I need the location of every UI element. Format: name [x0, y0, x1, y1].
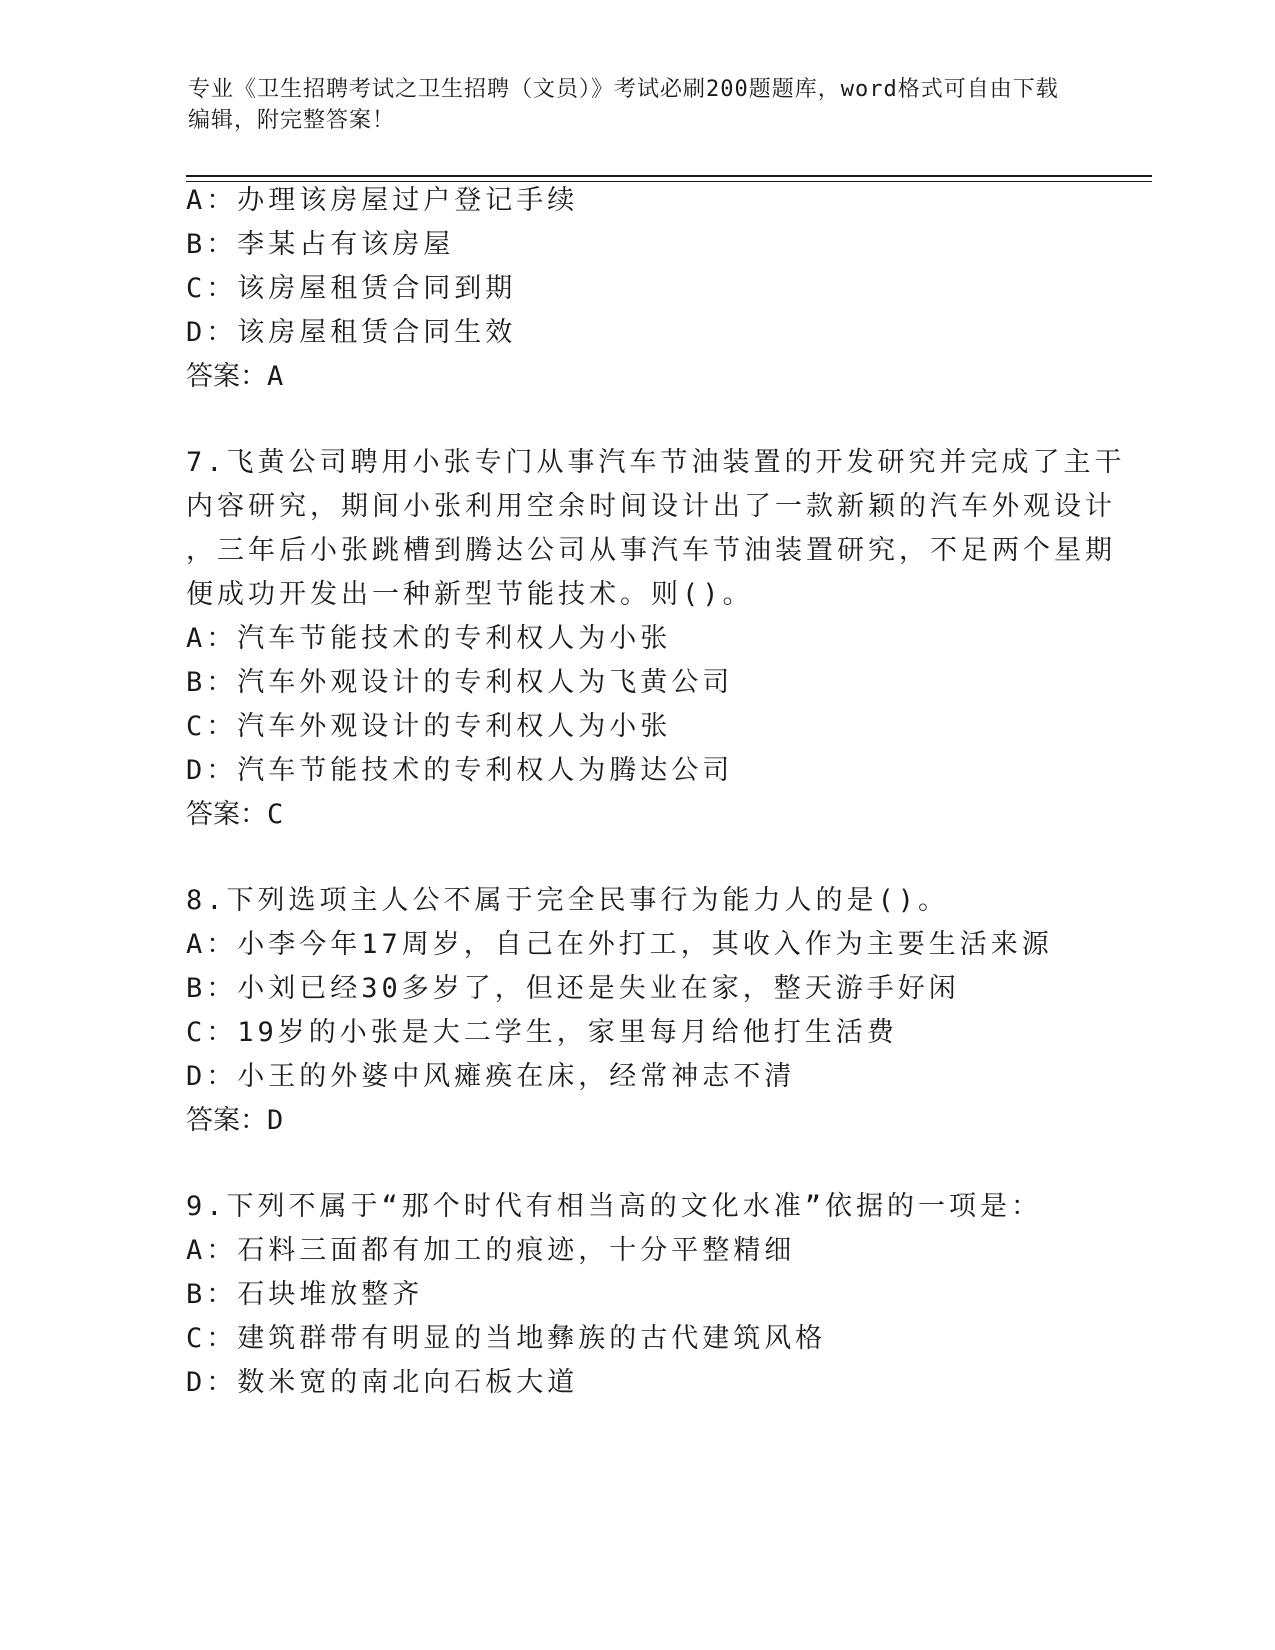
q7-option-b: B：汽车外观设计的专利权人为飞黄公司	[186, 667, 734, 698]
q8-option-d: D：小王的外婆中风瘫痪在床，经常神志不清	[186, 1061, 796, 1092]
q9-option-d: D：数米宽的南北向石板大道	[186, 1367, 579, 1398]
q6-option-a: A：办理该房屋过户登记手续	[186, 185, 579, 216]
answer-label: 答案：	[186, 799, 267, 830]
q8-stem-line-1: 8.下列选项主人公不属于完全民事行为能力人的是()。	[186, 885, 950, 916]
answer-label: 答案：	[186, 1105, 267, 1136]
q6-option-d: D：该房屋租赁合同生效	[186, 317, 517, 348]
q7-stem-line-3: ，三年后小张跳槽到腾达公司从事汽车节油装置研究，不足两个星期	[186, 535, 1116, 566]
answer-value: C	[267, 799, 284, 830]
q6-option-b: B：李某占有该房屋	[186, 229, 455, 260]
q8-option-c: C：19岁的小张是大二学生，家里每月给他打生活费	[186, 1017, 898, 1048]
q7-stem-line-2: 内容研究，期间小张利用空余时间设计出了一款新颖的汽车外观设计	[186, 491, 1116, 522]
header-divider-thin	[186, 181, 1152, 182]
answer-value: A	[267, 361, 284, 392]
q8-answer	[186, 1106, 283, 1136]
q8-option-a: A：小李今年17周岁，自己在外打工，其收入作为主要生活来源	[186, 929, 1053, 960]
header-divider-thick	[186, 175, 1152, 177]
q9-stem-line-1: 9.下列不属于“那个时代有相当高的文化水准”依据的一项是：	[186, 1191, 1043, 1222]
q7-stem-line-4: 便成功开发出一种新型节能技术。则()。	[186, 579, 754, 610]
q7-option-d: D：汽车节能技术的专利权人为腾达公司	[186, 755, 734, 786]
q6-answer	[186, 362, 283, 392]
answer-value: D	[267, 1105, 284, 1136]
q7-answer	[186, 800, 283, 830]
answer-label: 答案：	[186, 361, 267, 392]
q9-option-c: C：建筑群带有明显的当地彝族的古代建筑风格	[186, 1323, 827, 1354]
q7-option-a: A：汽车节能技术的专利权人为小张	[186, 623, 672, 654]
q8-option-b: B：小刘已经30多岁了，但还是失业在家，整天游手好闲	[186, 973, 960, 1004]
q9-option-a: A：石料三面都有加工的痕迹，十分平整精细	[186, 1235, 796, 1266]
q7-option-c: C：汽车外观设计的专利权人为小张	[186, 711, 672, 742]
q9-option-b: B：石块堆放整齐	[186, 1279, 424, 1310]
document-header: 专业《卫生招聘考试之卫生招聘（文员）》考试必刷200题题库，word格式可自由下载编辑，附完整答案！	[188, 77, 1059, 133]
q6-option-c: C：该房屋租赁合同到期	[186, 273, 517, 304]
q7-stem-line-1: 7.飞黄公司聘用小张专门从事汽车节油装置的开发研究并完成了主干	[186, 447, 1126, 478]
